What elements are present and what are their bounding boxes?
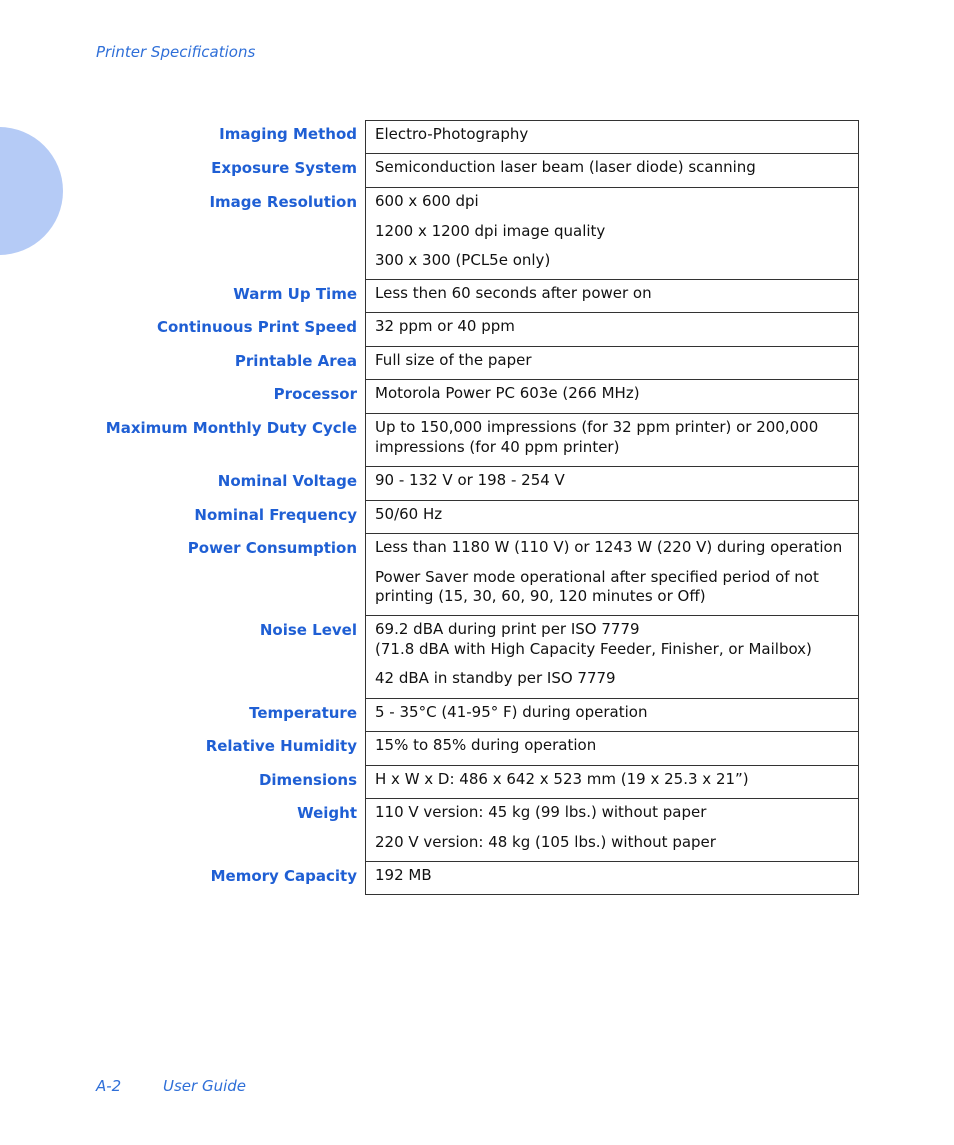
- spec-value: 1200 x 1200 dpi image quality: [375, 221, 606, 240]
- spec-row: [0, 188, 954, 280]
- spec-label: Noise Level: [259, 621, 357, 639]
- spec-row: [0, 313, 954, 347]
- spec-value: 42 dBA in standby per ISO 7779: [375, 669, 616, 687]
- spec-row: [0, 414, 954, 467]
- spec-row: [0, 616, 954, 699]
- spec-value-cell: [365, 501, 859, 534]
- running-header: Printer Specifications: [96, 43, 256, 61]
- spec-label: Weight: [297, 804, 357, 822]
- spec-value: 300 x 300 (PCL5e only): [375, 251, 551, 269]
- spec-row: [0, 799, 954, 862]
- footer-doc-title: User Guide: [163, 1077, 247, 1095]
- spec-value-cell: [365, 120, 859, 154]
- spec-value: Up to 150,000 impressions (for 32 ppm printer) or 200,000 impressions (for 40 ppm printer): [375, 418, 819, 456]
- spec-label: Printable Area: [234, 352, 357, 370]
- spec-value: 69.2 dBA during print per ISO 7779 (71.8 dBA with High Capacity Feeder, Finisher, or Mailbox): [375, 620, 812, 658]
- page-number: A-2: [96, 1077, 122, 1095]
- spec-label: Exposure System: [211, 159, 357, 177]
- spec-row: [0, 699, 954, 732]
- spec-row: [0, 120, 954, 154]
- spec-row: [0, 766, 954, 799]
- spec-row: [0, 732, 954, 766]
- spec-value-cell: [365, 467, 859, 501]
- spec-row: [0, 380, 954, 414]
- spec-label: Processor: [273, 385, 357, 403]
- spec-value-cell: [365, 766, 859, 799]
- spec-value: Less then 60 seconds after power on: [375, 284, 652, 302]
- spec-value: Semiconduction laser beam (laser diode) scanning: [375, 158, 756, 176]
- spec-label: Nominal Voltage: [217, 472, 357, 490]
- spec-value: 32 ppm or 40 ppm: [375, 317, 515, 335]
- spec-value-cell: [365, 732, 859, 766]
- spec-value: 192 MB: [375, 866, 432, 884]
- spec-label: Power Consumption: [187, 539, 357, 557]
- spec-label: Maximum Monthly Duty Cycle: [105, 419, 357, 437]
- spec-value: Full size of the paper: [375, 351, 532, 369]
- spec-label: Relative Humidity: [205, 737, 357, 755]
- spec-value-cell: [365, 347, 859, 380]
- spec-value-cell: [365, 862, 859, 895]
- spec-label: Memory Capacity: [210, 867, 357, 885]
- spec-row: [0, 534, 954, 616]
- spec-row: [0, 154, 954, 188]
- spec-value-cell: [365, 154, 859, 188]
- spec-value-cell: [365, 188, 859, 280]
- spec-value-cell: [365, 534, 859, 616]
- spec-value: H x W x D: 486 x 642 x 523 mm (19 x 25.3 x 21”): [375, 770, 749, 788]
- spec-row: [0, 280, 954, 313]
- spec-value-cell: [365, 313, 859, 347]
- spec-value-cell: [365, 799, 859, 862]
- spec-value: 90 - 132 V or 198 - 254 V: [375, 471, 565, 489]
- spec-row: [0, 467, 954, 501]
- spec-row: [0, 347, 954, 380]
- spec-row: [0, 501, 954, 534]
- spec-value: 110 V version: 45 kg (99 lbs.) without paper: [375, 803, 707, 821]
- spec-label: Image Resolution: [209, 193, 357, 211]
- spec-value: Less than 1180 W (110 V) or 1243 W (220 V) during operation: [375, 538, 843, 556]
- spec-value: 50/60 Hz: [375, 505, 443, 523]
- spec-value: Power Saver mode operational after specified period of not printing (15, 30, 60, 90, 120 minutes or Off): [375, 567, 819, 605]
- spec-label: Warm Up Time: [233, 285, 357, 303]
- spec-value-cell: [365, 616, 859, 699]
- spec-value: 220 V version: 48 kg (105 lbs.) without paper: [375, 832, 716, 851]
- spec-value: 15% to 85% during operation: [375, 736, 597, 754]
- spec-value: Motorola Power PC 603e (266 MHz): [375, 384, 640, 402]
- spec-value: Electro-Photography: [375, 125, 529, 143]
- spec-value-cell: [365, 414, 859, 467]
- spec-label: Continuous Print Speed: [156, 318, 357, 336]
- spec-value: 5 - 35°C (41-95° F) during operation: [375, 703, 648, 721]
- spec-value: 600 x 600 dpi: [375, 192, 479, 210]
- spec-row: [0, 862, 954, 895]
- spec-label: Temperature: [249, 704, 357, 722]
- spec-value-cell: [365, 280, 859, 313]
- spec-value-cell: [365, 699, 859, 732]
- spec-label: Nominal Frequency: [194, 506, 357, 524]
- spec-label: Imaging Method: [219, 125, 357, 143]
- specifications-table: [0, 120, 954, 895]
- spec-value-cell: [365, 380, 859, 414]
- spec-label: Dimensions: [258, 771, 357, 789]
